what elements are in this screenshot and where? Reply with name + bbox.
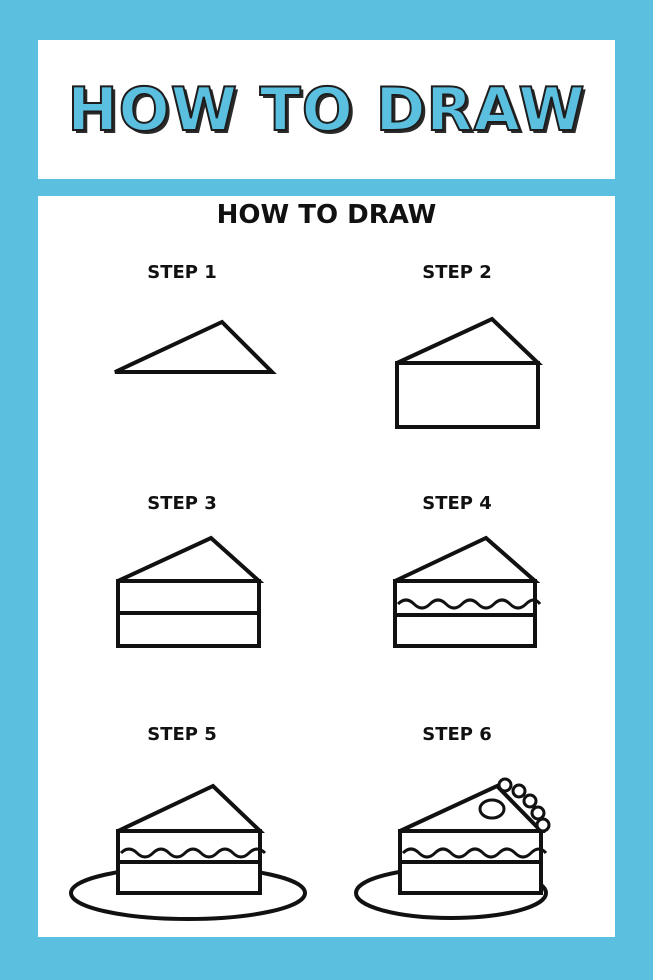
step-5-label: STEP 5 (147, 724, 217, 745)
step-2-drawing (397, 319, 538, 427)
step-2-label: STEP 2 (422, 262, 492, 283)
page-title: HOW TO DRAW (67, 74, 586, 145)
step-3-drawing (118, 538, 259, 646)
step-6-drawing (356, 779, 549, 918)
subtitle: HOW TO DRAW (216, 200, 437, 230)
step-3-label: STEP 3 (147, 493, 217, 514)
step-1-drawing (115, 322, 272, 372)
step-5-drawing (71, 786, 305, 919)
step-1-label: STEP 1 (147, 262, 217, 283)
step-4-label: STEP 4 (422, 493, 492, 514)
step-4-drawing (395, 538, 540, 646)
step-6-label: STEP 6 (422, 724, 492, 745)
